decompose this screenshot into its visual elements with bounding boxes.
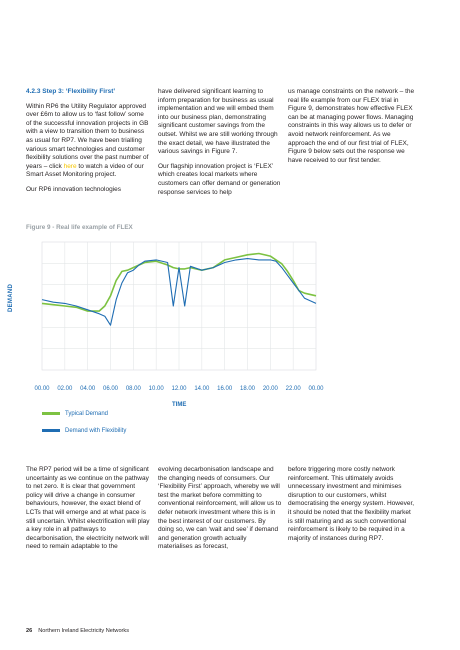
text-column-3 (288, 88, 416, 171)
x-tick-label: 00.00 (34, 386, 50, 392)
legend-item-typical-demand (42, 411, 108, 417)
x-tick-labels (34, 386, 324, 392)
x-tick-label: 14.00 (194, 386, 210, 392)
x-tick-label: 00.00 (308, 386, 324, 392)
paragraph: evolving decarbonisation landscape and the changing needs of consumers. Our ‘Flexibility First’ approach, whereby we will test the market before committing to conventional reinforcement, will allow us to defer network investment where this is in the best interest of our customers. By doing so, we can ‘wait and see’ if demand and generation growth actually materialises as forecast, (158, 466, 282, 551)
y-axis-label: DEMAND (8, 283, 14, 312)
legend-swatch-green (42, 412, 60, 415)
x-tick-label: 08.00 (125, 386, 141, 392)
x-tick-label: 04.00 (80, 386, 96, 392)
x-tick-label: 22.00 (285, 386, 301, 392)
text-column-5 (158, 466, 282, 558)
page-number: 26 (26, 628, 33, 634)
paragraph: Our RP6 innovation technologies (26, 185, 122, 193)
footer-org-name: Northern Ireland Electricity Networks (38, 628, 130, 634)
flex-demand-chart (0, 232, 460, 402)
legend-item-demand-with-flexibility (42, 428, 126, 434)
x-tick-label: 12.00 (171, 386, 187, 392)
x-tick-label: 10.00 (148, 386, 164, 392)
paragraph (26, 103, 150, 180)
text-column-1 (26, 88, 150, 201)
paragraph: us manage constraints on the network – the real life example from our FLEX trial in Figure 9, demonstrates how effective FLEX can be at managing power flows. Managing constraints in this way allows us to defer or avoid network reinforcement. As we approach the end of our first trial of FLEX, Figure 9 below sets out the response we have received to our first tender. (288, 88, 415, 164)
figure-title: Figure 9 - Real life example of FLEX (26, 224, 133, 231)
x-axis-label: TIME (172, 402, 187, 408)
page-footer (26, 628, 129, 634)
x-tick-label: 06.00 (102, 386, 119, 392)
paragraph-text: to watch a video of our Smart Asset Monitoring project. (26, 162, 144, 179)
legend-label: Demand with Flexibility (65, 428, 127, 434)
x-tick-label: 20.00 (262, 386, 278, 392)
text-column-4 (26, 466, 150, 558)
paragraph: Our flagship innovation project is ‘FLEX’ which creates local markets where customers can offer demand or generation response services to help (158, 162, 281, 196)
x-tick-label: 02.00 (57, 386, 73, 392)
section-heading: 4.2.3 Step 3: ‘Flexibility First’ (26, 88, 116, 95)
legend-label: Typical Demand (65, 411, 109, 417)
text-column-6 (288, 466, 416, 549)
paragraph: The RP7 period will be a time of significant uncertainty as we continue on the pathway to net zero. It is clear that government policy will drive a change in consumer behaviours, however, the exact blend of LCTs that will emerge and at what pace is still uncertain. Whilst electrification will play a key role in all pathways to decarbonisation, the electricity network will need to remain adaptable to the (26, 466, 150, 551)
video-link[interactable]: here (63, 162, 77, 170)
x-tick-label: 18.00 (239, 386, 256, 392)
x-tick-label: 16.00 (217, 386, 233, 392)
paragraph: have delivered significant learning to inform preparation for business as usual implementation and we will embed them into our business plan, demonstrating significant customer savings from the outset. Whilst we are still working through the exact detail, we have illustrated the various savings in Figure 7. (158, 88, 278, 156)
paragraph-text: Within RP6 the Utility Regulator approved over £6m to allow us to ‘fast follow’ some of the successful innovation projects in GB with a view to transition them to business as usual for RP7. We have been trialling various smart technologies and customer flexibility solutions over the past number of years – click (26, 102, 149, 170)
paragraph: before triggering more costly network reinforcement. This ultimately avoids unnecessary investment and minimises disruption to our customers, whilst democratising the energy system. However, it should be noted that the flexibility market is still maturing and as such conventional reinforcement is likely to be required in a majority of instances during RP7. (288, 466, 415, 542)
legend-swatch-blue (42, 429, 60, 432)
text-column-2 (158, 88, 282, 203)
